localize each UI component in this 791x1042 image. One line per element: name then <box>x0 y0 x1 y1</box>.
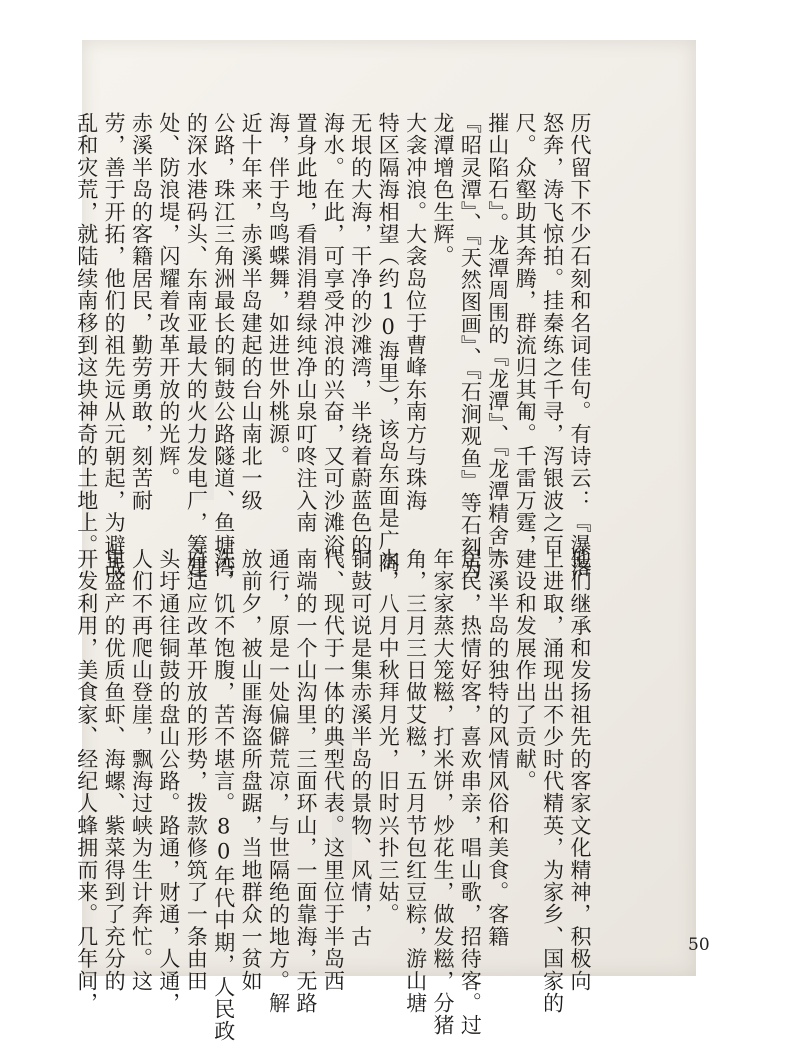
top-text-column: 近十年来，赤溪半岛建起的台山南北一级 <box>239 112 264 512</box>
top-text-column: 海水。在此，可享受冲浪的兴奋，又可沙滩浴。 <box>321 112 346 579</box>
top-text-column: 龙潭增色生辉。 <box>430 112 455 268</box>
top-text-column: 海，伴于鸟鸣蝶舞，如进世外桃源。 <box>266 112 291 468</box>
bottom-text-column: 洗，饥不饱腹，苦不堪言。80年代中期，人民政 <box>211 548 236 1042</box>
top-text-column: 劳，善于开拓，他们的祖先远从元朝起，为避战 <box>102 112 127 579</box>
bottom-text-column: 角，三月三日做艾糍，五月节包红豆粽，游山塘 <box>403 548 428 1015</box>
top-text-column: 怒奔，涛飞惊拍。挂秦练之千寻，泻银波之百 <box>540 112 565 556</box>
bottom-text-column: 开发利用，美食家、经纪人蜂拥而来。几年间， <box>74 548 99 1015</box>
bottom-text-column: 南端的一个山沟里，三面环山，一面靠海，无路 <box>293 548 318 1015</box>
bottom-text-column: 人们不再爬山登崖，飘海过峡为生计奔忙。这 <box>129 548 154 992</box>
top-text-column: 特区隔海相望（约10海里），该岛东面是广阔 <box>376 112 401 574</box>
bottom-text-block <box>72 548 593 1042</box>
top-text-column: 公路，珠江三角洲最长的铜鼓公路隧道、鱼塘湾 <box>211 112 236 579</box>
bottom-text-column: 头圩通往铜鼓的盘山公路。路通，财通，人通， <box>156 548 181 1015</box>
bottom-text-column: 水，八月中秋拜月光，旧时兴扑三姑。 <box>376 548 401 926</box>
bottom-text-column: 他们继承和发扬祖先的客家文化精神，积极向 <box>568 548 592 992</box>
bottom-text-column: 里盛产的优质鱼虾、海螺、紫菜得到了充分的 <box>102 548 127 992</box>
top-text-column: 无垠的大海，干净的沙滩湾，半绕着蔚蓝色的 <box>348 112 373 556</box>
bottom-text-column: 代、现代于一体的典型代表。这里位于半岛西 <box>321 548 346 992</box>
top-text-column: 赤溪半岛的客籍居民，勤劳勇敢，刻苦耐 <box>129 112 154 512</box>
top-text-column: 『昭灵潭』、『天然图画』、『石涧观鱼』等石刻为 <box>458 112 483 581</box>
bottom-text-column: 通行，原是一处偏僻荒凉，与世隔绝的地方。解 <box>266 548 291 1015</box>
page-number: 50 <box>688 935 710 955</box>
top-text-block <box>72 112 593 581</box>
bottom-text-column: 居民，热情好客，喜欢串亲，唱山歌，招待客。过 <box>458 548 483 1037</box>
bottom-text-column: 年家家蒸大笼糍，打米饼，炒花生，做发糍，分猪 <box>430 548 455 1037</box>
top-text-column: 摧山陷石』。龙潭周围的『龙潭』、『龙潭精舍』、 <box>485 112 510 581</box>
top-text-column: 大衾冲浪。大衾岛位于曹峰东南方与珠海 <box>403 112 428 512</box>
bottom-text-column: 铜鼓可说是集赤溪半岛的景物、风情，古 <box>348 548 373 948</box>
top-text-column: 历代留下不少石刻和名词佳句。有诗云：『瀑落 <box>568 112 592 579</box>
bottom-text-column: 放前夕，被山匪海盗所盘踞，当地群众一贫如 <box>239 548 264 992</box>
bottom-text-column: 上进取，涌现出不少时代精英，为家乡、国家的 <box>540 548 565 1015</box>
top-text-column: 尺。众壑助其奔腾，群流归其匍。千雷万霆， <box>513 112 538 556</box>
bottom-text-column: 府适应改革开放的形势，拨款修筑了一条由田 <box>184 548 209 992</box>
top-text-column: 处、防浪堤，闪耀着改革开放的光辉。 <box>156 112 181 490</box>
bottom-text-column: 赤溪半岛的独特的风情风俗和美食。客籍 <box>485 548 510 948</box>
book-page <box>74 40 710 1042</box>
top-text-column: 置身此地，看涓涓碧绿纯净山泉叮咚注入南 <box>293 112 318 534</box>
bottom-text-column: 建设和发展作出了贡献。 <box>513 548 538 793</box>
top-text-column: 的深水港码头、东南亚最大的火力发电厂，筹建 <box>184 112 209 579</box>
top-text-column: 乱和灾荒，就陆续南移到这块神奇的土地上。 <box>74 112 99 556</box>
